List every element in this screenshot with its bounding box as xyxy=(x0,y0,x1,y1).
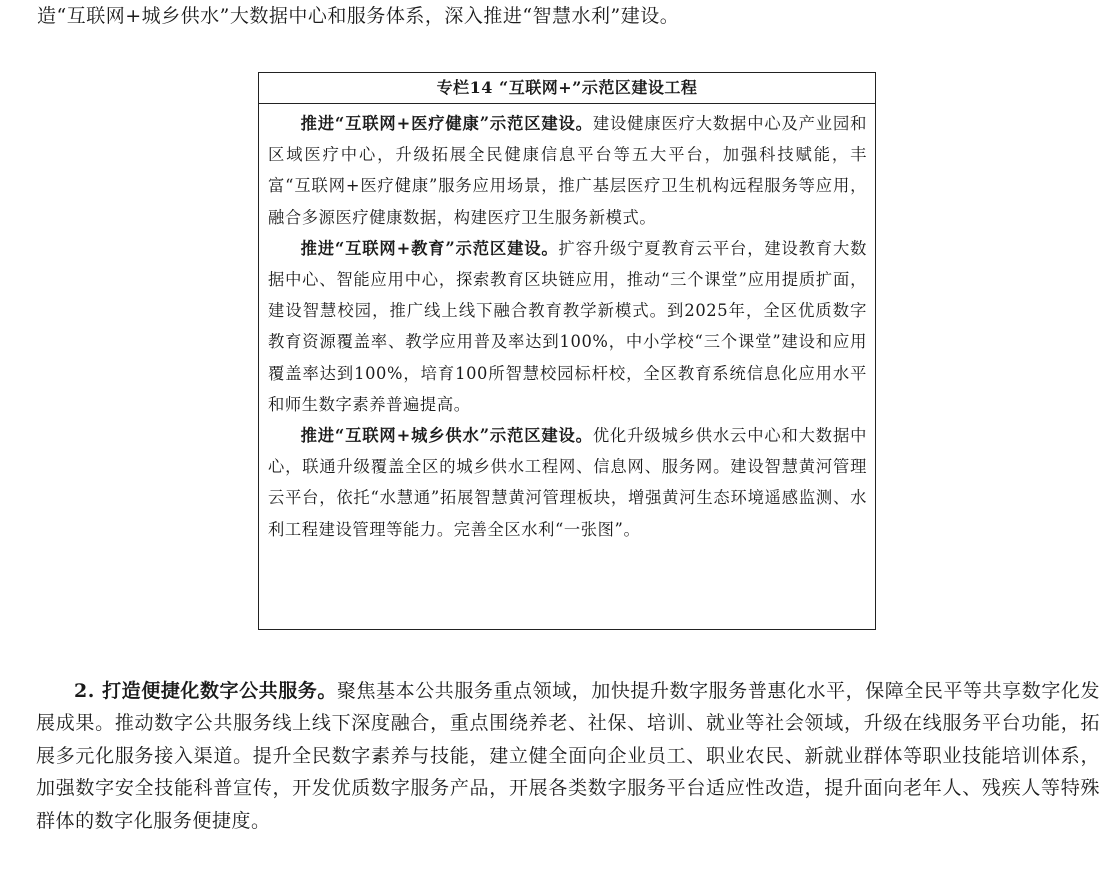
section-heading: 推进“互联网+医疗健康”示范区建设。 xyxy=(300,114,593,133)
main-paragraph xyxy=(36,675,1100,837)
main-body: 聚焦基本公共服务重点领域，加快提升数字服务普惠化水平，保障全民平等共享数字化发展成果。推动数字公共服务线上线下深度融合，重点围绕养老、社保、培训、就业等社会领域，升级在线服务平台功能，拓展多元化服务接入渠道。提升全民数字素养与技能，建立健全面向企业员工、职业农民、新就业群体等职业技能培训体系，加强数字安全技能科普宣传，开发优质数字服务产品，开展各类数字服务平台适应性改造，提升面向老年人、残疾人等特殊群体的数字化服务便捷度。 xyxy=(36,680,1101,832)
box-title: 专栏14 “互联网+”示范区建设工程 xyxy=(259,73,875,104)
intro-text: 造“互联网+城乡供水”大数据中心和服务体系，深入推进“智慧水利”建设。 xyxy=(37,5,680,27)
feature-box xyxy=(258,72,876,630)
section-body: 建设健康医疗大数据中心及产业园和区域医疗中心，升级拓展全民健康信息平台等五大平台，加强科技赋能，丰富“互联网+医疗健康”服务应用场景，推广基层医疗卫生机构远程服务等应用，融合多源医疗健康数据，构建医疗卫生服务新模式。 xyxy=(268,114,867,227)
section-body: 扩容升级宁夏教育云平台，建设教育大数据中心、智能应用中心，探索教育区块链应用，推动“三个课堂”应用提质扩面，建设智慧校园，推广线上线下融合教育教学新模式。到2025年，全区优质数字教育资源覆盖率、教学应用普及率达到100%，中小学校“三个课堂”建设和应用覆盖率达到100%，培育100所智慧校园标杆校，全区教育系统信息化应用水平和师生数字素养普遍提高。 xyxy=(268,238,867,414)
section-body: 优化升级城乡供水云中心和大数据中心，联通升级覆盖全区的城乡供水工程网、信息网、服务网。建设智慧黄河管理云平台，依托“水慧通”拓展智慧黄河管理板块，增强黄河生态环境遥感监测、水利工程建设管理等能力。完善全区水利“一张图”。 xyxy=(268,426,867,539)
box-section-water xyxy=(268,420,867,545)
main-heading: 2. 打造便捷化数字公共服务。 xyxy=(74,680,337,702)
section-heading: 推进“互联网+城乡供水”示范区建设。 xyxy=(300,426,593,446)
section-heading: 推进“互联网+教育”示范区建设。 xyxy=(300,238,559,258)
box-section-medical xyxy=(268,108,867,233)
box-section-education xyxy=(268,233,867,420)
box-body xyxy=(259,104,875,545)
